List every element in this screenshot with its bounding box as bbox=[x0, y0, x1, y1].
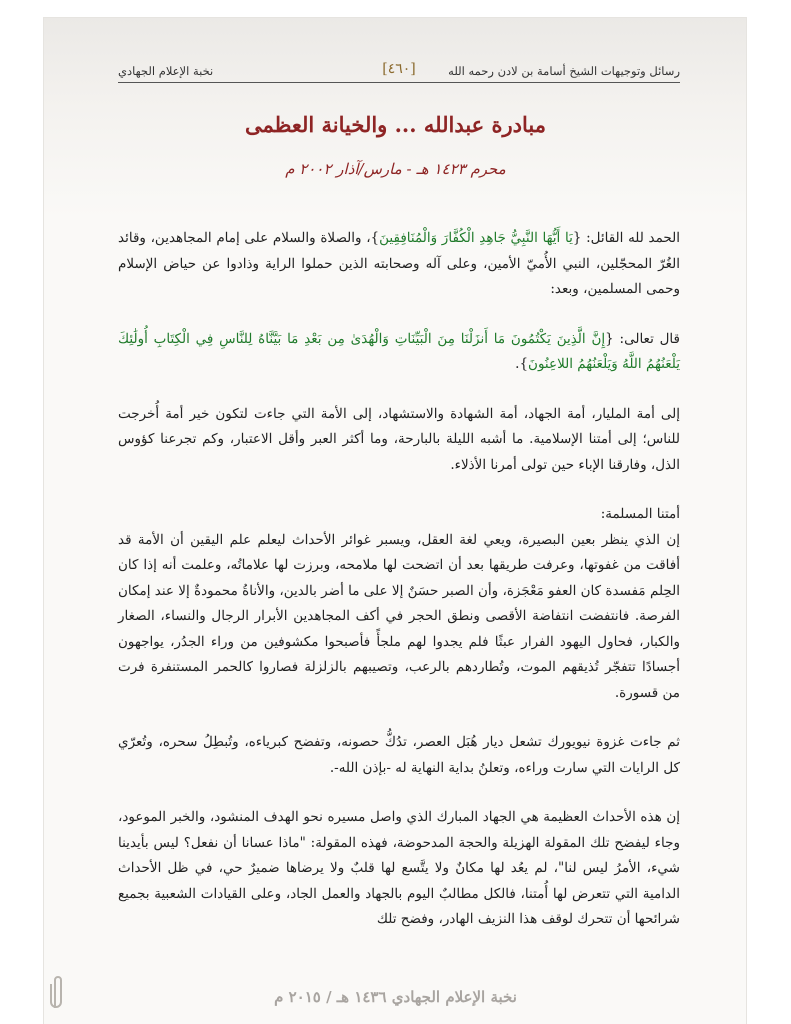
paragraph-opening bbox=[118, 226, 680, 303]
opening-rest: }، والصلاة والسلام على إمام المجاهدين، وقائد الغُرّ المحجّلين، النبي الأُميّ الأمين، وعلى آله وصحابته الذين حملوا الراية وذادوا عن حياض الإسلام وحمى المسلمين، وبعد: bbox=[118, 230, 680, 297]
header-book-title: رسائل وتوجيهات الشيخ أسامة بن لادن رحمه الله bbox=[448, 64, 680, 78]
header-publisher: نخبة الإعلام الجهادي bbox=[118, 64, 214, 78]
quran-verse: يَا أَيُّهَا النَّبِيُّ جَاهِدِ الْكُفَّارَ وَالْمُنَافِقِينَ bbox=[379, 230, 573, 246]
page-footer: نخبة الإعلام الجهادي ١٤٣٦ هـ / ٢٠١٥ م bbox=[274, 988, 517, 1006]
paragraph-ummah bbox=[118, 502, 680, 706]
verse-end: }. bbox=[515, 356, 529, 372]
page-title: مبادرة عبدالله ... والخيانة العظمى bbox=[245, 112, 546, 137]
page-subtitle-date: محرم ١٤٢٣ هـ - مارس/آذار ٢٠٠٢ م bbox=[285, 160, 506, 178]
quran-verse: إِنَّ الَّذِينَ يَكْتُمُونَ مَا أَنزَلْنَا مِنَ الْبَيِّنَاتِ وَالْهُدَىٰ مِن بَعْدِ مَا بَيَّنَّاهُ لِلنَّاسِ فِي الْكِتَابِ أُولَٰئِكَ يَلْعَنُهُمُ اللَّهُ وَيَلْعَنُهُمُ اللاعِنُونَ bbox=[118, 330, 680, 372]
paragraph-events: إن هذه الأحداث العظيمة هي الجهاد المبارك الذي واصل مسيره نحو الهدف المنشود، والخبر الموعود، وجاء ليفضح تلك المقولة الهزيلة والحجة المدحوضة، فهذه المقولة: "ماذا عسانا أن نفعل؟ ليس بأيدينا شيء، الأمرُ ليس لنا"، لم يعُد لها مكانٌ ولا يتَّسع لها قلبٌ ولا يرضاها ضميرٌ حي، في ظل الأحداث الدامية التي تتعرض لها أُمتنا، فالكل مطالبٌ اليوم بالجهاد والعمل الجاد، وعلى القيادات الشعبية بجميع شرائحها أن تتحرك لوقف هذا النزيف الهادر، وفضح تلك bbox=[118, 809, 680, 927]
paragraph-text: إن الذي ينظر بعين البصيرة، ويعي لغة العقل، ويسبر غوائر الأحداث ليعلم علم اليقين أن الأمة قد أفاقت من غفوتها، وعرفت طريقها بعد أن اتضحت لها ملامحه، وبرزت لها علاماتُه، وعلمت أنه إذا كان الحِلم مَفسدة كان العفو مَعْجَزة، وأن الصبر حسَنٌ إلا على ما أضر بالدين، والأناةُ محمودةٌ إلا عند إمكان الفرصة. فانتفضت انتفاضة الأقصى ونطق الحجر في أكف المجاهدين الأبرار الرجال والنساء، الصغار والكبار، فحاول اليهود الفرار عبثًا فلم يجدوا لهم ملجأً فأصبحوا مكشوفين من وراء الجدُر، يواجهون أجسادًا تتفجّر تُذيقهم الموت، وتُطاردهم بالرعب، وتصيبهم بالزلزلة فصاروا كالحمر المستنفرة فرت من قسورة. bbox=[118, 531, 680, 701]
paragraph-newyork: ثم جاءت غزوة نيويورك تشعل ديار هُبَل العصر، تدُكُّ حصونه، وتفضح كبرياءه، وتُبطِلُ سحره، وتُعرّي كل الرايات التي سارت وراءه، وتعلنُ بداية النهاية له -بإذن الله-. bbox=[118, 734, 680, 776]
running-header bbox=[118, 62, 680, 83]
paragraph-verse bbox=[118, 327, 680, 378]
page-number: [٤٦٠] bbox=[382, 61, 416, 77]
section-heading: أمتنا المسلمة: bbox=[600, 506, 680, 522]
paragraph-address: إلى أمة المليار، أمة الجهاد، أمة الشهادة والاستشهاد، إلى الأمة التي جاءت لتكون خير أمة أُخرجت للناس؛ إلى أمتنا الإسلامية. ما أشبه الليلة بالبارحة، وما أكثر العبر وأقل الاعتبار، وكم تجرعنا كؤوس الذل، وفارقنا الإباء حين تولى أمرنا الأذلاء. bbox=[118, 405, 680, 473]
verse-intro: قال تعالى: { bbox=[605, 330, 680, 347]
article-body bbox=[118, 226, 680, 957]
opening-intro: الحمد لله القائل: { bbox=[572, 230, 681, 246]
